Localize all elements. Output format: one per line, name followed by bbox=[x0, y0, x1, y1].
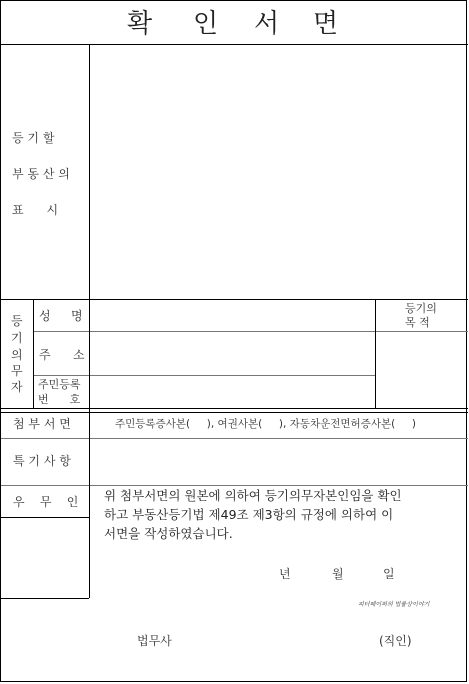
rule-special bbox=[1, 485, 468, 486]
statement-line: 위 첨부서면의 원본에 의하여 등기의무자본인임을 확인 bbox=[104, 488, 402, 503]
attached-label: 첨 부 서 면 bbox=[13, 417, 71, 431]
thumbprint-label: 우 무 인 bbox=[13, 495, 79, 509]
rule-name bbox=[33, 331, 376, 332]
rule-attached-top bbox=[1, 412, 468, 413]
rrn-label: 번 호 bbox=[38, 393, 81, 406]
special-notes-label: 특 기 사 항 bbox=[13, 454, 71, 468]
attached-docs: 주민등록증사본( ), 여권사본( ), 자동차운전면허증사본( ) bbox=[115, 418, 416, 430]
rule-purpose-column bbox=[375, 299, 376, 408]
rule-title bbox=[1, 44, 468, 45]
rule-obligor bbox=[1, 408, 468, 409]
obligor-side-char: 등 bbox=[11, 314, 23, 328]
rule-attached bbox=[1, 438, 468, 439]
rule-obligor-side bbox=[33, 299, 34, 408]
rule-purpose bbox=[375, 331, 468, 332]
obligor-side-char: 의 bbox=[11, 348, 23, 362]
watermark: 피터페이퍼의 법률상이야기 bbox=[358, 601, 430, 608]
purpose-label: 목 적 bbox=[405, 316, 430, 329]
property-label: 부 동 산 의 bbox=[12, 167, 70, 181]
title-char: 확 bbox=[127, 9, 155, 39]
title-char: 서 bbox=[254, 9, 282, 39]
address-label: 주 bbox=[39, 348, 51, 362]
name-label: 성 bbox=[39, 309, 51, 323]
obligor-side-char: 무 bbox=[11, 364, 23, 378]
date-year: 년 bbox=[279, 567, 291, 581]
property-label: 표 시 bbox=[12, 203, 59, 217]
lawyer-label: 법무사 bbox=[137, 634, 172, 648]
obligor-side-char: 자 bbox=[11, 380, 23, 394]
rrn-label: 주민등록 bbox=[38, 378, 81, 391]
title-char: 인 bbox=[193, 9, 221, 39]
statement-line: 하고 부동산등기법 제49조 제3항의 규정에 의하여 이 bbox=[104, 507, 394, 522]
date-day: 일 bbox=[383, 567, 395, 581]
statement-line: 서면을 작성하였습니다. bbox=[104, 526, 233, 541]
official-seal-label: (직인) bbox=[379, 634, 412, 648]
obligor-side-char: 기 bbox=[11, 331, 23, 345]
property-label: 등 기 할 bbox=[12, 131, 55, 145]
address-label: 소 bbox=[73, 348, 85, 362]
rule-property bbox=[1, 299, 468, 300]
title-char: 면 bbox=[313, 9, 341, 39]
date-month: 월 bbox=[332, 567, 344, 581]
rule-thumb-bottom bbox=[1, 598, 89, 599]
name-label: 명 bbox=[71, 309, 83, 323]
rule-label-column bbox=[89, 44, 90, 598]
rule-thumb bbox=[1, 517, 89, 518]
purpose-label: 등기의 bbox=[405, 302, 437, 315]
rule-address bbox=[33, 375, 376, 376]
